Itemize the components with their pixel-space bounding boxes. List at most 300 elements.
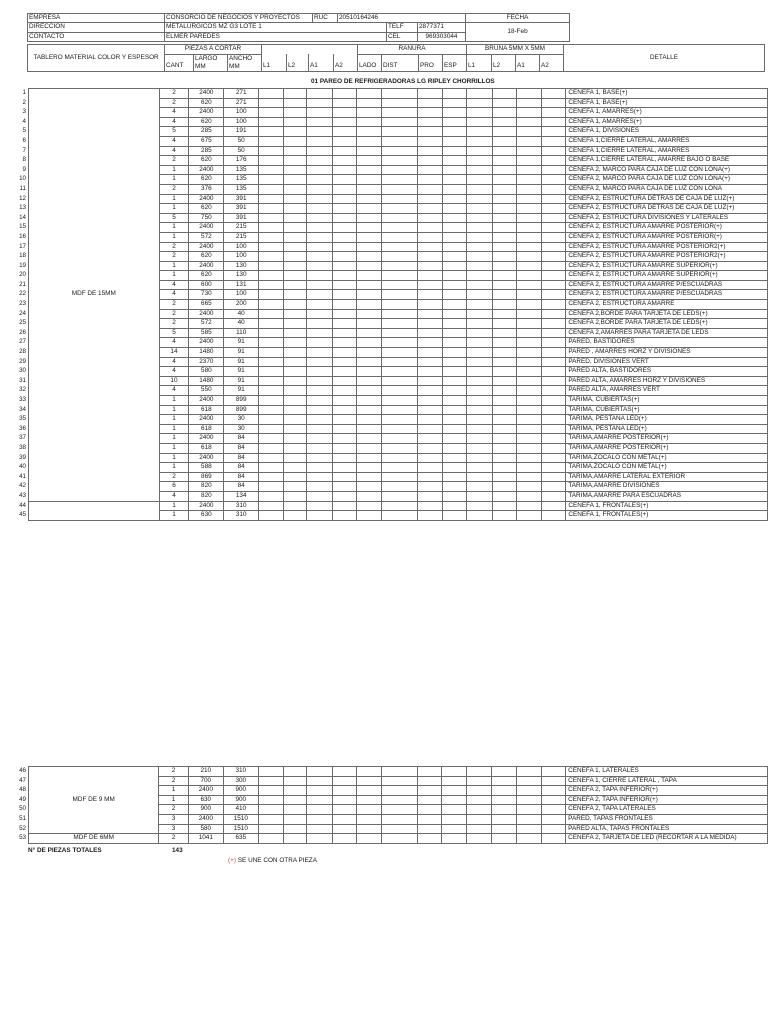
empty-cell	[541, 357, 566, 367]
empty-cell	[467, 463, 492, 473]
row-number: 39	[19, 453, 26, 461]
empty-cell	[381, 434, 417, 444]
a2-header: A2	[334, 54, 358, 71]
detalle-cell: TARIMA,AMARRE POSTERIOR(+)	[566, 434, 768, 444]
detalle-cell: PARED ALTA, AMARRES HORZ Y DIVISIONES	[566, 376, 768, 386]
empty-cell	[357, 89, 382, 99]
empty-cell	[332, 280, 357, 290]
empty-cell	[357, 156, 382, 166]
empty-cell	[492, 242, 517, 252]
empty-cell	[467, 805, 492, 815]
empty-cell	[307, 98, 332, 108]
ancho-cell: 40	[224, 309, 259, 319]
empty-cell	[307, 795, 332, 805]
empty-cell	[541, 405, 566, 415]
empty-cell	[541, 834, 566, 844]
empty-cell	[418, 213, 443, 223]
detalle-cell: PARED, TAPAS FRONTALES	[566, 814, 768, 824]
empty-cell	[517, 136, 542, 146]
empty-cell	[357, 443, 382, 453]
detalle-cell: TARIMA,ZOCALO CON METAL(+)	[566, 463, 768, 473]
cant-cell: 1	[159, 223, 189, 233]
cant-cell: 4	[159, 338, 189, 348]
empty-cell	[381, 776, 417, 786]
empty-cell	[541, 117, 566, 127]
empty-cell	[517, 261, 542, 271]
empty-cell	[492, 367, 517, 377]
empty-cell	[381, 463, 417, 473]
empty-cell	[467, 328, 492, 338]
detalle-cell: CENEFA 2, ESTRUCTURA AMARRE SUPERIOR(+)	[566, 271, 768, 281]
largo-cell: 1041	[188, 834, 223, 844]
ancho-cell: 300	[223, 776, 258, 786]
row-number: 17	[19, 242, 26, 250]
row-number: 19	[19, 261, 26, 269]
empty-cell	[258, 795, 283, 805]
empty-cell	[541, 376, 566, 386]
empty-cell	[517, 405, 542, 415]
empty-cell	[307, 232, 332, 242]
empty-cell	[492, 146, 517, 156]
empty-cell	[307, 415, 332, 425]
row-number: 32	[19, 386, 26, 394]
detalle-cell: TARIMA, CUBIERTAS(+)	[566, 405, 768, 415]
empty-cell	[381, 184, 417, 194]
contacto-label: CONTACTO	[28, 32, 165, 41]
empty-cell	[381, 309, 417, 319]
empty-cell	[467, 232, 492, 242]
empty-cell	[332, 405, 357, 415]
detalle-cell: CENEFA 2, ESTRUCTURA DETRÁS DE CAJA DE LUZ(+)	[566, 194, 768, 204]
empty-cell	[307, 136, 332, 146]
largo-cell: 2400	[189, 453, 224, 463]
largo-cell: 1480	[189, 348, 224, 358]
empty-cell	[541, 805, 566, 815]
detalle-cell: CENEFA 2, ESTRUCTURA AMARRE P/ESCUADRAS	[566, 290, 768, 300]
empty-cell	[259, 223, 284, 233]
ancho-cell: 176	[224, 156, 259, 166]
empty-cell	[357, 98, 382, 108]
empty-cell	[418, 271, 443, 281]
row-number: 9	[22, 165, 26, 173]
empty-cell	[284, 501, 307, 511]
empty-cell	[517, 232, 542, 242]
empty-cell	[541, 156, 566, 166]
empty-cell	[357, 117, 382, 127]
largo-cell: 2400	[189, 165, 224, 175]
empty-cell	[259, 434, 284, 444]
empty-cell	[492, 434, 517, 444]
empty-cell	[307, 290, 332, 300]
esp-header: ESP	[443, 54, 467, 71]
empty-cell	[541, 165, 566, 175]
empty-cell	[418, 261, 443, 271]
empty-cell	[259, 156, 284, 166]
empty-cell	[517, 117, 542, 127]
ancho-cell: 310	[224, 511, 259, 521]
empty-cell	[517, 319, 542, 329]
empty-cell	[357, 184, 382, 194]
project-title: 01 PAREO DE REFRIGERADORAS LG RIPLEY CHORRILLOS	[311, 78, 495, 85]
row-number: 33	[19, 396, 26, 403]
empty-cell	[418, 232, 443, 242]
empty-cell	[541, 204, 566, 214]
empty-cell	[381, 767, 417, 777]
ancho-cell: 1510	[223, 814, 258, 824]
empty-cell	[492, 453, 517, 463]
empty-cell	[492, 127, 517, 137]
empty-cell	[332, 223, 357, 233]
empty-cell	[284, 127, 307, 137]
empty-cell	[284, 309, 307, 319]
empty-cell	[284, 271, 307, 281]
row-number: 42	[19, 482, 26, 490]
empty-cell	[332, 146, 357, 156]
largo-cell: 210	[188, 767, 223, 777]
detalle-cell: CENEFA 2, ESTRUCTURA AMARRE P/ESCUADRAS	[566, 280, 768, 290]
cant-cell: 2	[159, 834, 188, 844]
empty-cell	[418, 501, 443, 511]
empty-cell	[467, 108, 492, 118]
empty-cell	[418, 146, 443, 156]
empty-cell	[284, 338, 307, 348]
row-number: 8	[22, 156, 26, 164]
empty-cell	[418, 136, 443, 146]
empty-cell	[418, 376, 443, 386]
empty-cell	[332, 213, 357, 223]
detalle-cell: CENEFA 2, MARCO PARA CAJA DE LUZ CON LONA(+)	[566, 175, 768, 185]
empty-cell	[467, 396, 492, 406]
ancho-cell: 100	[224, 117, 259, 127]
empty-cell	[418, 204, 443, 214]
empty-cell	[517, 108, 542, 118]
empty-cell	[357, 805, 382, 815]
empty-cell	[541, 213, 566, 223]
detalle-cell: CENEFA 1, BASE(+)	[566, 89, 768, 99]
empty-cell	[418, 175, 443, 185]
empty-cell	[357, 290, 382, 300]
empty-cell	[517, 89, 542, 99]
detalle-cell: CENEFA 1, FRONTALES(+)	[566, 501, 768, 511]
empty-cell	[332, 805, 357, 815]
empty-cell	[307, 396, 332, 406]
empty-cell	[381, 405, 417, 415]
largo-cell: 285	[189, 146, 224, 156]
empty-cell	[492, 290, 517, 300]
empty-cell	[307, 194, 332, 204]
empty-cell	[357, 194, 382, 204]
empty-cell	[517, 367, 542, 377]
empty-cell	[284, 795, 307, 805]
row-number: 50	[19, 805, 26, 813]
empty-cell	[332, 767, 357, 777]
largo-cell: 820	[189, 482, 224, 492]
empty-cell	[284, 146, 307, 156]
empty-cell	[357, 271, 382, 281]
empty-cell	[332, 194, 357, 204]
ranura-header: RANURA	[358, 45, 467, 55]
ancho-cell: 900	[223, 786, 258, 796]
empty-cell	[259, 117, 284, 127]
material-cell: MDF DE 15MM	[28, 89, 159, 502]
empty-cell	[541, 290, 566, 300]
empty-cell	[357, 814, 382, 824]
empty-cell	[442, 136, 467, 146]
empty-cell	[517, 328, 542, 338]
empty-cell	[467, 786, 492, 796]
empty-cell	[418, 386, 443, 396]
largo-cell: 2400	[189, 194, 224, 204]
empty-cell	[467, 261, 492, 271]
empty-cell	[258, 824, 283, 834]
detalle-cell: TARIMA, PESTAÑA LED(+)	[566, 415, 768, 425]
ancho-cell: 215	[224, 223, 259, 233]
largo-cell: 700	[188, 776, 223, 786]
empty-cell	[284, 824, 307, 834]
empty-cell	[442, 482, 467, 492]
empty-cell	[259, 290, 284, 300]
empty-cell	[442, 348, 467, 358]
row-number: 30	[19, 367, 26, 375]
empty-cell	[259, 405, 284, 415]
ancho-cell: 110	[224, 328, 259, 338]
empty-cell	[332, 309, 357, 319]
empty-cell	[442, 338, 467, 348]
empty-cell	[541, 396, 566, 406]
empty-cell	[517, 98, 542, 108]
largo-header: LARGO MM	[194, 54, 228, 71]
empty-cell	[284, 482, 307, 492]
cant-cell: 1	[159, 175, 189, 185]
empty-cell	[492, 805, 517, 815]
empty-cell	[332, 501, 357, 511]
empty-cell	[492, 319, 517, 329]
largo-cell: 620	[189, 271, 224, 281]
largo-cell: 618	[189, 405, 224, 415]
empty-cell	[284, 300, 307, 310]
empty-cell	[259, 204, 284, 214]
empty-cell	[284, 280, 307, 290]
empty-cell	[467, 136, 492, 146]
empty-cell	[357, 300, 382, 310]
empty-cell	[259, 261, 284, 271]
empty-cell	[467, 424, 492, 434]
empty-cell	[381, 482, 417, 492]
empty-cell	[517, 415, 542, 425]
empty-cell	[381, 213, 417, 223]
empty-cell	[492, 136, 517, 146]
empty-cell	[307, 319, 332, 329]
empty-cell	[442, 824, 467, 834]
empty-cell	[492, 405, 517, 415]
dist-header: DIST	[382, 54, 419, 71]
detalle-cell: TARIMA,AMARRE PARA ESCUADRAS	[566, 491, 768, 501]
empty-cell	[442, 511, 467, 521]
empty-cell	[381, 127, 417, 137]
empty-cell	[357, 415, 382, 425]
ancho-cell: 271	[224, 98, 259, 108]
empty-cell	[418, 280, 443, 290]
cant-cell: 2	[159, 98, 189, 108]
empty-cell	[467, 376, 492, 386]
empty-cell	[381, 443, 417, 453]
empty-cell	[381, 501, 417, 511]
empty-cell	[418, 98, 443, 108]
empty-cell	[259, 98, 284, 108]
contacto-value: ELMER PAREDES	[165, 32, 387, 41]
empty-cell	[381, 491, 417, 501]
cant-cell: 10	[159, 376, 189, 386]
cel-label: CEL	[387, 32, 418, 41]
empty-cell	[332, 834, 357, 844]
empty-cell	[442, 834, 467, 844]
empty-cell	[381, 424, 417, 434]
empty-cell	[442, 328, 467, 338]
largo-cell: 600	[189, 280, 224, 290]
empty-cell	[284, 776, 307, 786]
empty-cell	[417, 776, 442, 786]
empty-cell	[517, 376, 542, 386]
empty-cell	[284, 405, 307, 415]
ancho-cell: 100	[224, 108, 259, 118]
cant-cell: 4	[159, 491, 189, 501]
legend-text: SE UNE CON OTRA PIEZA	[237, 857, 317, 864]
empty-cell	[258, 776, 283, 786]
empty-cell	[307, 184, 332, 194]
empty-cell	[418, 491, 443, 501]
empty-cell	[418, 367, 443, 377]
empty-cell	[492, 204, 517, 214]
column-header-table	[27, 44, 765, 72]
row-number: 13	[19, 204, 26, 212]
empty-cell	[492, 338, 517, 348]
empty-cell	[332, 127, 357, 137]
detalle-cell: CENEFA 1, AMARRES(+)	[566, 117, 768, 127]
empty-cell	[541, 300, 566, 310]
empty-cell	[381, 511, 417, 521]
empty-cell	[357, 232, 382, 242]
empty-cell	[381, 261, 417, 271]
row-number: 27	[19, 338, 26, 346]
empty-cell	[418, 156, 443, 166]
empty-cell	[381, 175, 417, 185]
empty-cell	[517, 472, 542, 482]
empty-cell	[418, 511, 443, 521]
empty-cell	[467, 453, 492, 463]
empresa-label: EMPRESA	[28, 14, 165, 23]
empty-cell	[307, 482, 332, 492]
empty-cell	[259, 453, 284, 463]
empty-cell	[357, 348, 382, 358]
row-number: 10	[19, 175, 26, 183]
empty-cell	[332, 290, 357, 300]
ancho-cell: 40	[224, 319, 259, 329]
cant-cell: 6	[159, 482, 189, 492]
empty-cell	[259, 328, 284, 338]
empty-cell	[467, 434, 492, 444]
empty-cell	[467, 491, 492, 501]
empty-cell	[517, 156, 542, 166]
empty-cell	[517, 434, 542, 444]
empty-cell	[259, 89, 284, 99]
row-number: 16	[19, 232, 26, 240]
cant-cell: 2	[159, 300, 189, 310]
empty-cell	[381, 824, 417, 834]
empty-cell	[541, 252, 566, 262]
empty-cell	[284, 357, 307, 367]
largo-cell: 620	[189, 204, 224, 214]
empty-cell	[307, 348, 332, 358]
table-row	[0, 767, 768, 777]
empty-cell	[357, 357, 382, 367]
cant-cell: 2	[159, 767, 188, 777]
empty-cell	[492, 89, 517, 99]
telf-label: TELF	[387, 23, 418, 32]
empty-cell	[284, 348, 307, 358]
empty-cell	[418, 194, 443, 204]
empty-cell	[381, 232, 417, 242]
bruna-header: BRUÑA 5MM X 5MM	[467, 45, 564, 55]
detalle-cell: CENEFA 1,CIERRE LATERAL, AMARRES	[566, 146, 768, 156]
empty-cell	[492, 376, 517, 386]
empty-cell	[357, 319, 382, 329]
empty-cell	[284, 242, 307, 252]
empty-cell	[517, 357, 542, 367]
empty-cell	[467, 405, 492, 415]
empty-cell	[467, 213, 492, 223]
empty-cell	[541, 786, 566, 796]
empty-cell	[418, 319, 443, 329]
empty-cell	[492, 194, 517, 204]
detalle-cell: CENEFA 2,BORDE PARA TARJETA DE LEDS(+)	[566, 319, 768, 329]
empty-cell	[332, 396, 357, 406]
detalle-cell: CENEFA 2, ESTRUCTURA DIVISIONES Y LATERALES	[566, 213, 768, 223]
empty-cell	[442, 805, 467, 815]
empty-cell	[259, 491, 284, 501]
detalle-cell: CENEFA 2, TARJETA DE LED (RECORTAR A LA MEDIDA)	[566, 834, 768, 844]
fecha-value: 18-Feb	[466, 23, 570, 42]
empty-cell	[467, 776, 492, 786]
cant-cell: 1	[159, 396, 189, 406]
empty-cell	[357, 424, 382, 434]
empty-cell	[259, 232, 284, 242]
empty-cell	[417, 834, 442, 844]
empty-cell	[332, 261, 357, 271]
empty-cell	[357, 491, 382, 501]
empty-cell	[307, 146, 332, 156]
empty-cell	[517, 834, 542, 844]
largo-cell: 630	[188, 795, 223, 805]
cant-header: CANT	[165, 54, 194, 71]
empty-cell	[332, 376, 357, 386]
detalle-cell: TARIMA,AMARRE LATERAL EXTERIOR	[566, 472, 768, 482]
empty-cell	[381, 386, 417, 396]
empty-cell	[284, 108, 307, 118]
empty-cell	[332, 415, 357, 425]
empty-cell	[517, 814, 542, 824]
empty-cell	[307, 108, 332, 118]
empty-cell	[541, 415, 566, 425]
empty-cell	[307, 511, 332, 521]
empty-cell	[492, 300, 517, 310]
empty-cell	[332, 776, 357, 786]
empty-cell	[442, 252, 467, 262]
empty-cell	[381, 453, 417, 463]
empty-cell	[381, 376, 417, 386]
empty-cell	[284, 261, 307, 271]
row-number: 3	[22, 108, 26, 116]
empty-cell	[381, 357, 417, 367]
